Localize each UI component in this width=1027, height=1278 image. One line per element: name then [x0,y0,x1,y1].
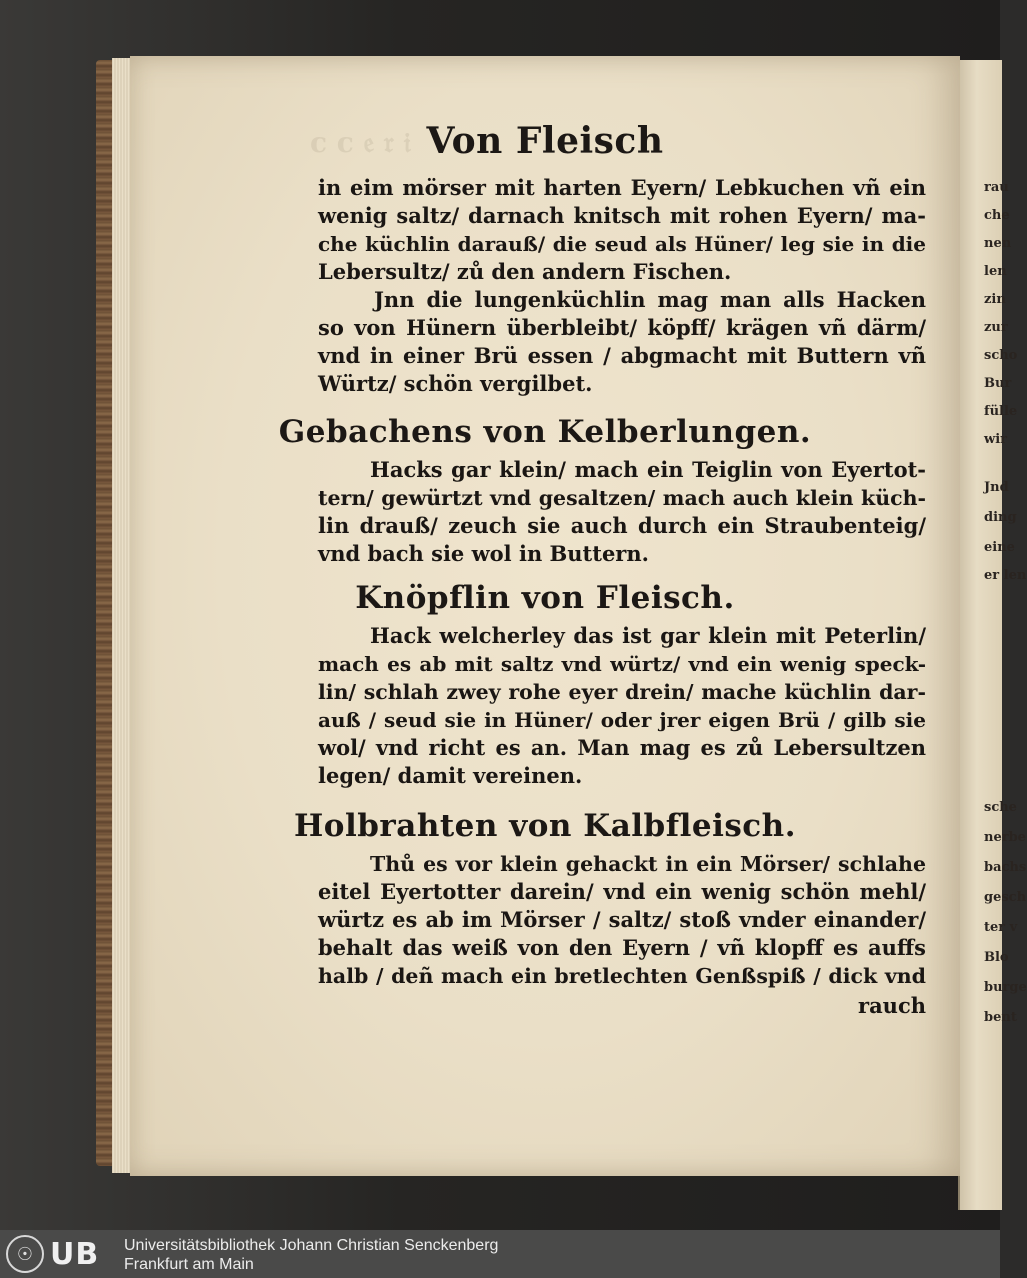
text-line: wol/ vnd richt es an. Man mag es zů Lebersultzen [318,735,926,760]
page-stack [112,58,132,1173]
text-line: lin drauß/ zeuch sie auch durch ein Straubenteig/ [318,513,926,538]
text-line: Hack welcherley das ist gar klein mit Peterlin/ [370,623,926,648]
text-line: so von Hünern überbleibt/ köpff/ krägen vñ därm/ [318,315,926,340]
text-line: Hacks gar klein/ mach ein Teiglin von Eyertot- [370,457,926,482]
text-line: würtz es ab im Mörser / saltz/ stoß vnder einander/ [318,907,926,932]
running-head: Von Fleisch [426,120,664,162]
facing-page-fragment: bent [984,1010,1017,1025]
facing-page-fragment: rau [984,180,1009,195]
facing-page-fragment: scho [984,348,1018,363]
facing-page-fragment: zur [984,320,1008,335]
section-title: Gebachens von Kelberlungen. [278,414,812,450]
text-line: tern/ gewürtzt vnd gesaltzen/ mach auch klein küch- [318,486,926,510]
facing-page-fragment: nerbe [984,830,1026,845]
footer-institution: Universitätsbibliothek Johann Christian Senckenberg [124,1237,499,1254]
facing-page-fragment: che [984,208,1010,223]
text-line: Thů es vor klein gehackt in ein Mörser/ schlahe [370,852,926,876]
text-line: eitel Eyertotter darein/ vnd ein wenig schön mehl/ [318,879,926,904]
text-line: lin/ schlah zwey rohe eyer drein/ mache küchlin dar- [318,680,926,704]
text-line: behalt das weiß von den Eyern / vñ klopff es auffs [318,935,926,960]
text-line: wenig saltz/ darnach knitsch mit rohen Eyern/ ma- [318,203,926,228]
text-line: vnd in einer Brü essen / abgmacht mit Buttern vñ [318,343,926,368]
facing-page-fragment: eine [984,540,1015,555]
facing-page-fragment: Jnd [984,480,1009,495]
footer-credit [124,1236,498,1274]
facing-page-fragment: er len [984,568,1027,583]
text-line: Würtz/ schön vergilbet. [318,371,593,396]
footer-city: Frankfurt am Main [124,1256,254,1273]
facing-page-fragment: len [984,264,1007,279]
facing-page-fragment: bachs [984,860,1027,875]
facing-page-fragment: sche [984,800,1017,815]
show-through-text: c c 𝔢 𝔯 𝔦 [310,126,411,159]
facing-page-fragment: zin [984,292,1006,307]
facing-page-fragment: ter v [984,920,1018,935]
facing-page-fragment: Bur [984,376,1012,391]
footer-bar [0,1230,1000,1278]
facing-page-fragment: burge [984,980,1027,995]
facing-page-fragment: wir [984,432,1007,447]
facing-page-fragment: ding [984,510,1017,525]
facing-page-fragment: nen [984,236,1012,251]
facing-page-fragment: Blo [984,950,1009,965]
text-line: Jnn die lungenküchlin mag man alls Hacken [374,287,926,312]
text-line: mach es ab mit saltz vnd würtz/ vnd ein wenig speck- [318,652,926,676]
facing-page-fragment: fülle [984,404,1018,419]
seal-icon: ☉ [6,1235,44,1273]
section-title: Holbrahten von Kalbfleisch. [293,808,797,844]
facing-page-fragment: gesch [984,890,1027,905]
logo-ub-text: UB [50,1236,100,1272]
text-line: che küchlin darauß/ die seud als Hüner/ leg sie in die [318,232,926,256]
section-title: Knöpflin von Fleisch. [355,580,735,616]
text-line: halb / deñ mach ein bretlechten Genßspiß / dick vnd [318,964,926,988]
library-logo [6,1234,114,1274]
book-page [130,56,960,1176]
catchword: rauch [858,993,926,1018]
text-line: auß / seud sie in Hüner/ oder jrer eigen Brü / gilb sie [318,708,926,732]
text-line: in eim mörser mit harten Eyern/ Lebkuchen vñ ein [318,175,926,200]
text-line: vnd bach sie wol in Buttern. [318,541,649,566]
facing-page-edge [958,60,1027,1210]
text-line: Lebersultz/ zů den andern Fischen. [318,259,732,284]
text-line: legen/ damit vereinen. [318,763,583,788]
